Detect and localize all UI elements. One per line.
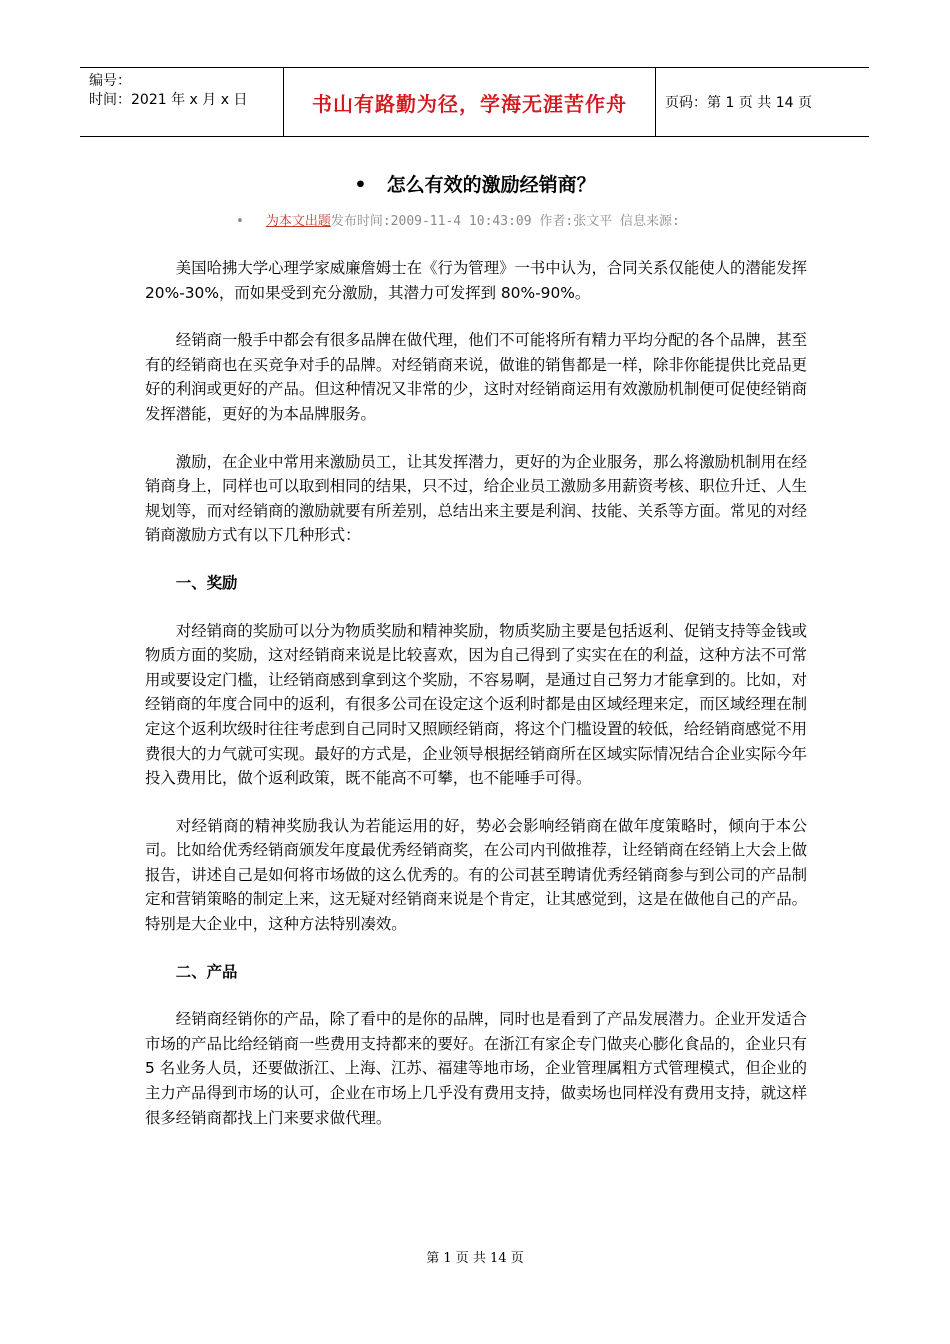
page-label: 页码：第 1 页 共 14 页 — [665, 95, 812, 111]
header-left-cell — [80, 68, 283, 136]
article-body — [145, 256, 807, 1153]
quiz-link[interactable]: 为本文出题 — [265, 214, 331, 229]
document-header-table — [80, 67, 869, 137]
article-title-text: 怎么有效的激励经销商？ — [386, 174, 596, 196]
section-heading-reward: 一、奖励 — [175, 573, 238, 592]
article-meta — [236, 210, 680, 229]
meta-bullet: • — [236, 214, 244, 229]
motto-text: 书山有路勤为径，学海无涯苦作舟 — [312, 91, 627, 116]
paragraph-brands: 经销商一般手中都会有很多品牌在做代理，他们不可能将所有精力平均分配的各个品牌，甚至有的经销商也在买竞争对手的品牌。对经销商来说，做谁的销售都是一样，除非你能提供比竞品更好的利润或更好的产品。但这种情况又非常的少，这时对经销商运用有效激励机制便可促使经销商发挥潜能，更好的为本品牌服务。 — [145, 331, 807, 423]
time-label: 时间：2021 年 x 月 x 日 — [89, 92, 248, 108]
number-label: 编号： — [89, 73, 131, 89]
page-footer — [0, 1247, 950, 1266]
page-number-cell — [656, 68, 869, 136]
article-title — [0, 170, 950, 197]
title-bullet: • — [354, 174, 367, 196]
motto-cell — [283, 68, 656, 136]
paragraph-material-reward: 对经销商的奖励可以分为物质奖励和精神奖励，物质奖励主要是包括返利、促销支持等金钱或物质方面的奖励，这对经销商来说是比较喜欢，因为自己得到了实实在在的利益，这种方法不可常用或要设定门槛，让经销商感到拿到这个奖励，不容易啊，是通过自己努力才能拿到的。比如，对经销商的年度合同中的返利，有很多公司在设定这个返利时都是由区域经理来定，而区域经理在制定这个返利坎级时往往考虑到自己同时又照顾经销商，将这个门槛设置的较低，给经销商感觉不用费很大的力气就可实现。最好的方式是，企业领导根据经销商所在区域实际情况结合企业实际今年投入费用比，做个返利政策，既不能高不可攀，也不能唾手可得。 — [145, 621, 807, 788]
section-heading-product: 二、产品 — [175, 962, 238, 981]
paragraph-product: 经销商经销你的产品，除了看中的是你的品牌，同时也是看到了产品发展潜力。企业开发适合市场的产品比给经销商一些费用支持都来的要好。在浙江有家企专门做夹心膨化食品的，企业只有 5 名业务人员，还要做浙江、上海、江苏、福建等地市场，企业管理属粗方式管理模式，但企业的主力产品得到市场的认可，企业在市场上几乎没有费用支持，做卖场也同样没有费用支持，就这样很多经销商都找上门来要求做代理。 — [145, 1010, 807, 1127]
paragraph-intro: 美国哈拂大学心理学家威廉詹姆士在《行为管理》一书中认为，合同关系仅能使人的潜能发挥 20%-30%，而如果受到充分激励，其潜力可发挥到 80%-90%。 — [145, 259, 807, 302]
paragraph-incentive: 激励，在企业中常用来激励员工，让其发挥潜力，更好的为企业服务，那么将激励机制用在经销商身上，同样也可以取到相同的结果，只不过，给企业员工激励多用薪资考核、职位升迁、人生规划等，而对经销商的激励就要有所差别，总结出来主要是利润、技能、关系等方面。常见的对经销商激励方式有以下几种形式： — [145, 452, 807, 545]
paragraph-spiritual-reward: 对经销商的精神奖励我认为若能运用的好，势必会影响经销商在做年度策略时，倾向于本公司。比如给优秀经销商颁发年度最优秀经销商奖，在公司内刊做推荐，让经销商在经销上大会上做报告，讲述自己是如何将市场做的这么优秀的。有的公司甚至聘请优秀经销商参与到公司的产品制定和营销策略的制定上来，这无疑对经销商来说是个肯定，让其感觉到，这是在做他自己的产品。特别是大企业中，这种方法特别凑效。 — [145, 816, 807, 934]
footer-page-number: 第 1 页 共 14 页 — [426, 1251, 524, 1266]
meta-info: 发布时间:2009-11-4 10:43:09 作者:张文平 信息来源: — [330, 214, 680, 229]
